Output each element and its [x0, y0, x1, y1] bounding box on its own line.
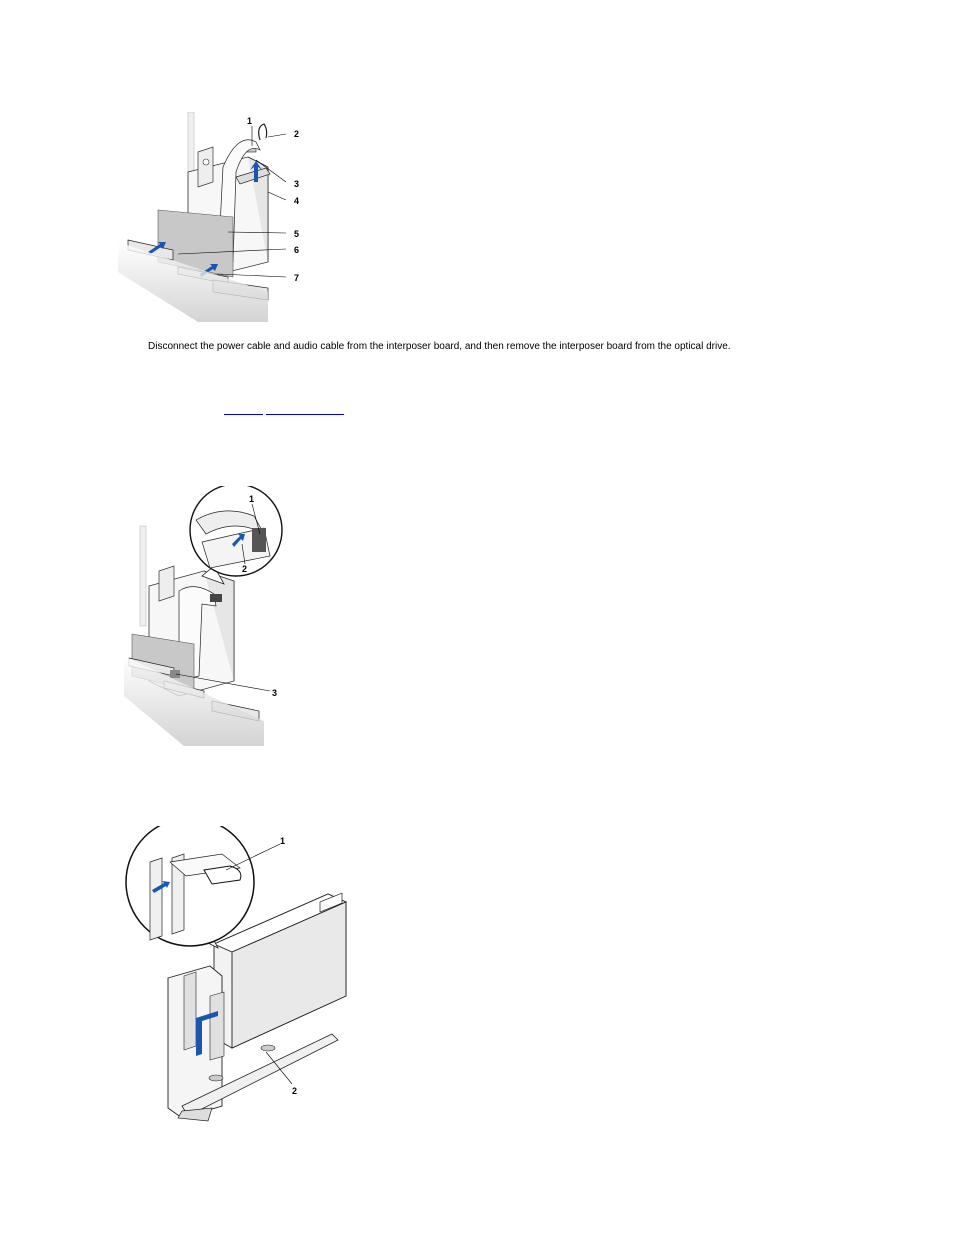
figure-3-illustration: [122, 826, 362, 1126]
callout-4: 4: [294, 196, 300, 206]
step-instruction-text: Disconnect the power cable and audio cable from the interposer board, and then remove the interposer board from the optical drive.: [148, 341, 731, 352]
figure-1-illustration: [118, 112, 318, 324]
fig3-callout-2: 2: [292, 1086, 298, 1096]
callout-5: 5: [294, 229, 300, 239]
callout-1: 1: [247, 116, 253, 126]
figure-interposer-cables: [118, 112, 318, 324]
callout-6: 6: [294, 245, 300, 255]
link-underline-left[interactable]: [224, 414, 263, 415]
fig2-callout-3: 3: [272, 688, 278, 698]
figure-2-illustration: [124, 486, 284, 746]
figure-ribbon-cable: [124, 486, 284, 746]
fig2-callout-1: 1: [249, 494, 255, 504]
link-underline-right[interactable]: [266, 414, 344, 415]
callout-3: 3: [294, 179, 300, 189]
callout-7: 7: [294, 273, 300, 283]
figure-drive-rail: [122, 826, 362, 1126]
callout-2: 2: [294, 129, 300, 139]
fig3-callout-1: 1: [280, 836, 286, 846]
fig2-callout-2: 2: [242, 564, 248, 574]
